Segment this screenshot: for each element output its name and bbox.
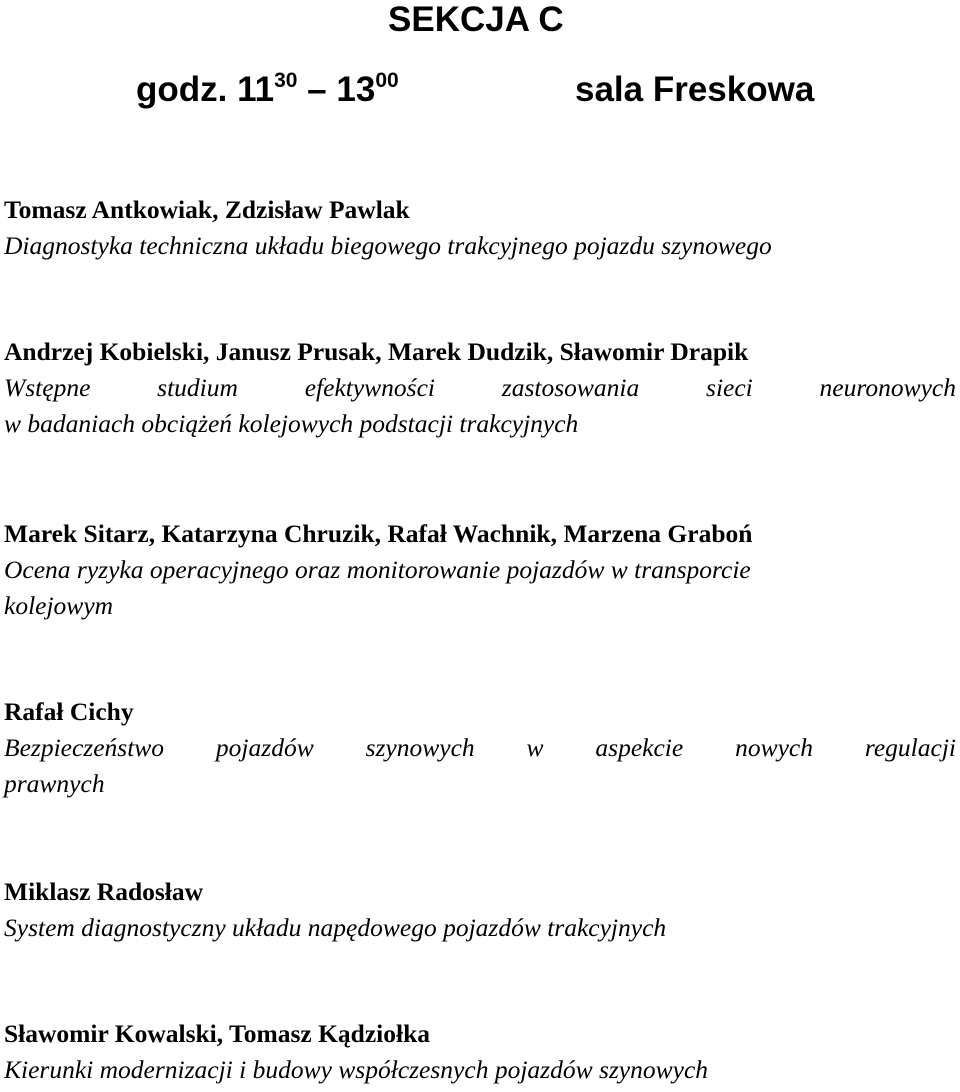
session-time <box>136 70 399 110</box>
time-end-hour: – 13 <box>297 70 376 109</box>
presentation-entry <box>4 516 956 624</box>
presentation-title <box>4 552 956 624</box>
presentation-authors: Sławomir Kowalski, Tomasz Kądziołka <box>4 1019 431 1048</box>
presentation-entry <box>4 334 956 442</box>
title-line: System diagnostyczny układu napędowego pojazdów trakcyjnych <box>4 913 667 942</box>
time-start-minutes: 30 <box>274 69 298 92</box>
title-line: Ocena ryzyka operacyjnego oraz monitorowanie pojazdów w transporcie <box>4 555 751 584</box>
session-room: sala Freskowa <box>575 70 815 109</box>
presentation-entry <box>4 874 956 946</box>
presentation-title <box>4 1052 956 1088</box>
section-title: SEKCJA C <box>388 0 564 39</box>
presentation-authors: Miklasz Radosław <box>4 877 204 906</box>
title-line: Bezpieczeństwo pojazdów szynowych w aspekcie nowych regulacji <box>4 733 956 762</box>
presentation-authors: Andrzej Kobielski, Janusz Prusak, Marek Dudzik, Sławomir Drapik <box>4 337 749 366</box>
title-line: Wstępne studium efektywności zastosowania sieci neuronowych <box>4 373 956 402</box>
presentation-title <box>4 910 956 946</box>
title-line: Kierunki modernizacji i budowy współczesnych pojazdów szynowych <box>4 1055 709 1084</box>
presentation-authors: Rafał Cichy <box>4 697 134 726</box>
title-line: prawnych <box>4 769 105 798</box>
title-line: w badaniach obciążeń kolejowych podstacji trakcyjnych <box>4 409 579 438</box>
presentation-title <box>4 228 956 264</box>
presentation-entry <box>4 192 956 264</box>
title-line: Diagnostyka techniczna układu biegowego trakcyjnego pojazdu szynowego <box>4 231 772 260</box>
presentation-authors: Marek Sitarz, Katarzyna Chruzik, Rafał Wachnik, Marzena Graboń <box>4 519 753 548</box>
presentation-title <box>4 730 956 802</box>
presentation-entry <box>4 1016 956 1088</box>
presentation-title <box>4 370 956 442</box>
presentation-authors: Tomasz Antkowiak, Zdzisław Pawlak <box>4 195 410 224</box>
presentation-entry <box>4 694 956 802</box>
time-end-minutes: 00 <box>375 69 399 92</box>
title-line: kolejowym <box>4 591 114 620</box>
time-start-hour: godz. 11 <box>136 70 275 109</box>
